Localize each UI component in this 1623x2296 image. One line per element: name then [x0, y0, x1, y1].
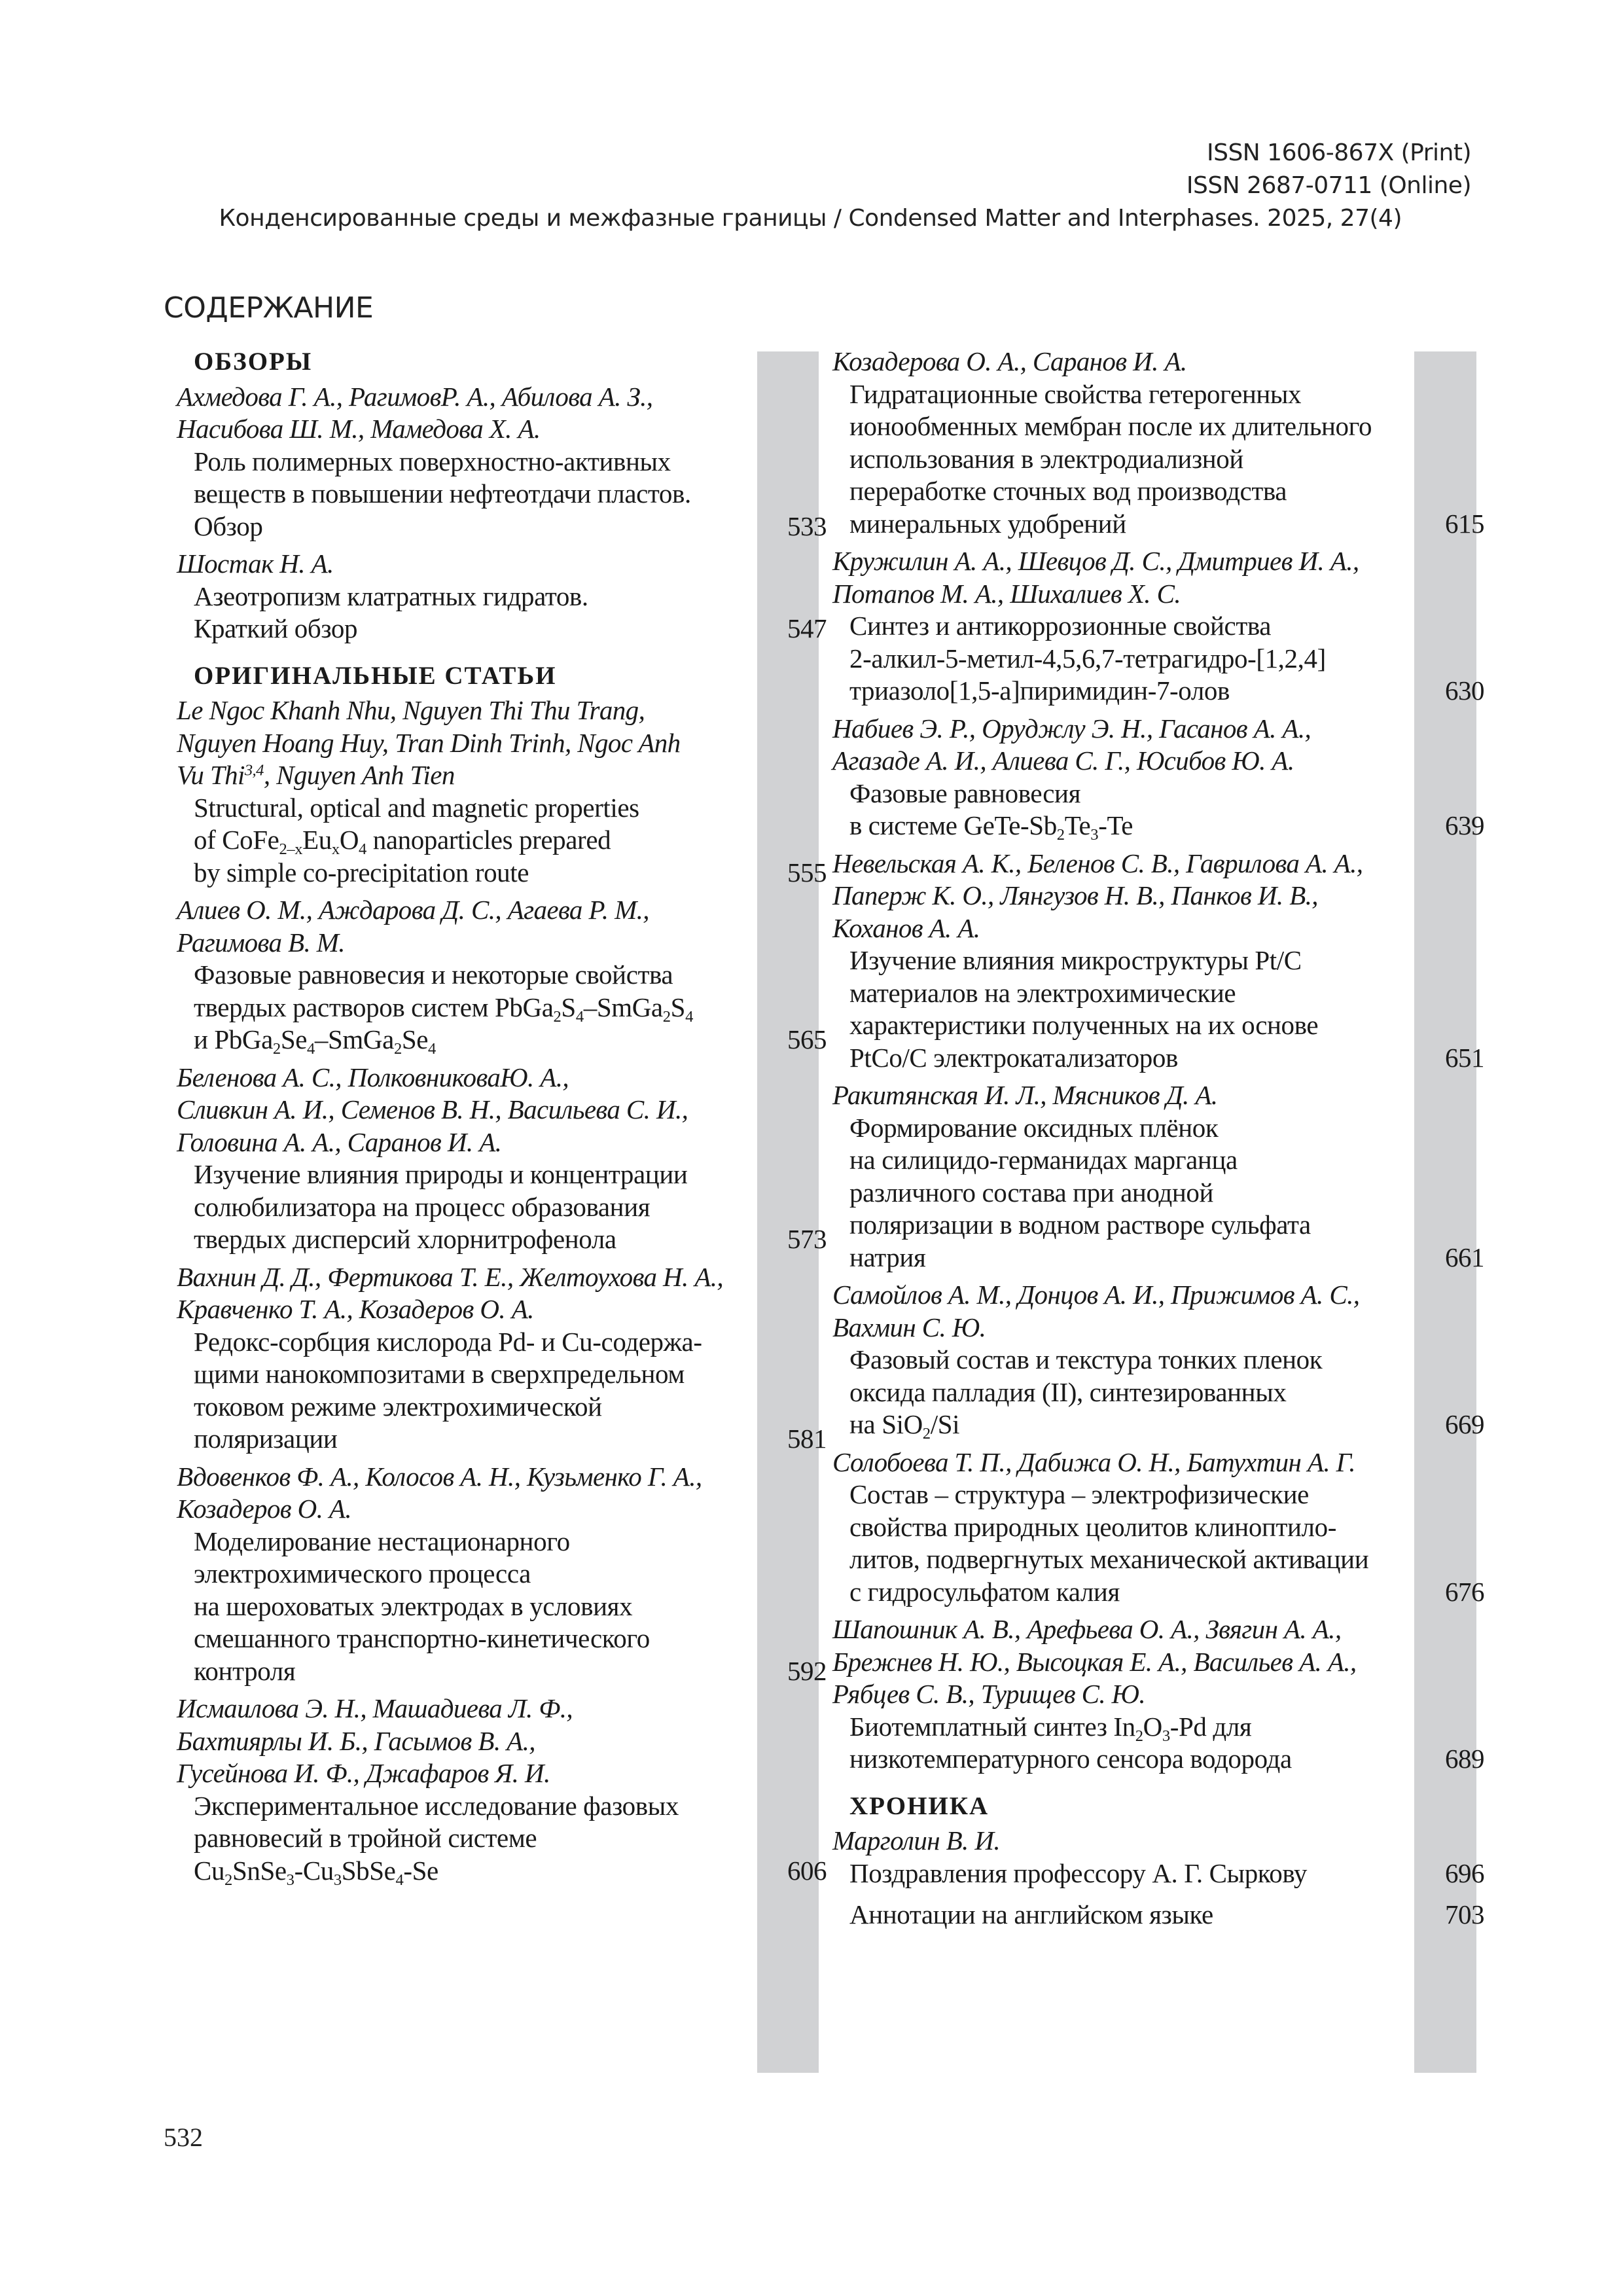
issn-print: ISSN 1606-867X (Print) [1206, 139, 1471, 166]
toc-entry[interactable] [832, 1279, 1484, 1443]
entry-title: Экспериментальное исследование фазовых [194, 1790, 679, 1821]
entry-page-number[interactable]: 581 [787, 1424, 827, 1454]
toc-entry[interactable] [832, 1825, 1484, 1890]
entry-page-number[interactable]: 547 [787, 613, 827, 643]
entry-title: Роль полимерных поверхностно-активных [194, 446, 671, 476]
entry-authors: Алиев О. М., Аждарова Д. С., Агаева Р. М., [177, 895, 649, 925]
entry-page-number[interactable]: 689 [1445, 1744, 1484, 1774]
entry-title: свойства природных цеолитов клиноптило- [849, 1511, 1336, 1542]
entry-authors: Исмаилова Э. Н., Машадиева Л. Ф., [177, 1693, 573, 1723]
entry-title: в системе GeTe-$Sb_2Te_3-Te$ [849, 810, 1133, 844]
entry-title: использования в электродиализной [849, 443, 1243, 474]
entry-authors: Головина А. А., Саранов И. А. [177, 1126, 502, 1157]
entry-title: Обзор [194, 511, 263, 541]
entry-authors: Насибова Ш. М., Мамедова Х. А. [177, 414, 541, 444]
toc-entry[interactable] [832, 1079, 1484, 1274]
entry-title: поляризации [194, 1424, 338, 1454]
entry-title: Изучение влияния природы и концентрации [194, 1159, 688, 1189]
issn-online: ISSN 2687-0711 (Online) [1186, 172, 1471, 199]
entry-authors: Вахмин С. Ю. [832, 1312, 986, 1342]
entry-authors: Паперж К. О., Лянгузов Н. В., Панков И. В., [832, 880, 1318, 910]
entry-title: Краткий обзор [194, 613, 358, 643]
toc-entry[interactable] [177, 1261, 827, 1456]
entry-title: на SiO$_2$/Si [849, 1409, 960, 1443]
entry-authors: Шостак Н. А. [177, 548, 334, 579]
entry-title: минеральных удобрений [849, 508, 1126, 539]
journal-running-head: Конденсированные среды и межфазные границы / Condensed Matter and Interphases. 2025, 27(4) [219, 205, 1402, 232]
entry-authors: Ракитянская И. Л., Мясников Д. А. [832, 1080, 1218, 1110]
entry-title: и $PbGa_2Se_4-SmGa_2Se_4$ [194, 1024, 436, 1058]
toc-left-column [177, 346, 827, 1892]
toc-entry[interactable] [177, 548, 827, 645]
entry-title: на силицидо-германидах марганца [849, 1145, 1238, 1175]
entry-title: контроля [194, 1655, 296, 1686]
entry-title: характеристики полученных на их основе [849, 1010, 1319, 1040]
entry-title: различного состава при анодной [849, 1177, 1214, 1208]
entry-authors: Набиев Э. Р., Оруджлу Э. Н., Гасанов А. А., [832, 713, 1311, 744]
entry-title: переработке сточных вод производства [849, 476, 1287, 506]
toc-right-column [832, 346, 1484, 1937]
entry-authors: Беленова А. С., ПолковниковаЮ. А., [177, 1062, 569, 1092]
toc-entry[interactable] [832, 848, 1484, 1075]
entry-title: твердых дисперсий хлорнитрофенола [194, 1224, 616, 1254]
entry-authors: Nguyen Hoang Huy, Tran Dinh Trinh, Ngoc Anh [177, 727, 681, 758]
entry-title: низкотемпературного сенсора водорода [849, 1744, 1292, 1774]
entry-page-number[interactable]: 703 [1445, 1899, 1484, 1929]
entry-title: оксида палладия (II), синтезированных [849, 1376, 1287, 1407]
entry-title: Изучение влияния микроструктуры Pt/C [849, 945, 1302, 975]
entry-authors: Рагимова В. М. [177, 927, 345, 958]
toc-entry[interactable] [177, 694, 827, 889]
entry-title: Биотемплатный синтез $In_2O_3-Pd$ для [849, 1711, 1252, 1745]
entry-title: на шероховатых электродах в условиях [194, 1590, 633, 1621]
entry-title: солюбилизатора на процесс образования [194, 1191, 651, 1222]
entry-page-number[interactable]: 555 [787, 857, 827, 888]
entry-authors: Потапов М. А., Шихалиев Х. С. [832, 578, 1181, 609]
toc-entry[interactable] [832, 545, 1484, 708]
entry-authors: Вахнин Д. Д., Фертикова Т. Е., Желтоухова Н. А., [177, 1261, 724, 1292]
entry-page-number[interactable]: 630 [1445, 675, 1484, 706]
entry-page-number[interactable]: 696 [1445, 1857, 1484, 1888]
entry-title: электрохимического процесса [194, 1558, 531, 1588]
toc-entry[interactable] [177, 894, 827, 1058]
entry-authors: Le Ngoc Khanh Nhu, Nguyen Thi Thu Trang, [177, 695, 645, 725]
entry-authors: Брежнев Н. Ю., Высоцкая Е. А., Васильев А. А., [832, 1646, 1357, 1677]
entry-page-number[interactable]: 669 [1445, 1409, 1484, 1439]
toc-entry[interactable] [177, 1461, 827, 1688]
entry-title: твердых растворов систем $PbGa_2S_4-SmGa_2S_4$ [194, 992, 693, 1026]
entry-page-number[interactable]: 639 [1445, 810, 1484, 840]
entry-authors: Vu Thi$^{3,4}$, Nguyen Anh Tien [177, 760, 455, 790]
toc-entry[interactable] [177, 1062, 827, 1256]
entry-authors: Коханов А. А. [832, 912, 980, 943]
entry-authors: Козадеров О. А. [177, 1494, 352, 1524]
entry-page-number[interactable]: 676 [1445, 1576, 1484, 1607]
section-heading: ОБЗОРЫ [194, 348, 313, 376]
entry-page-number[interactable]: 573 [787, 1224, 827, 1254]
entry-title: Аннотации на английском языке [849, 1899, 1213, 1929]
entry-title: Structural, optical and magnetic properties [194, 792, 639, 823]
entry-title: литов, подвергнутых механической активации [849, 1544, 1369, 1574]
entry-title: 2-алкил-5-метил-4,5,6,7-тетрагидро-[1,2,4] [849, 643, 1326, 673]
entry-authors: Солобоева Т. П., Дабижа О. Н., Батухтин А. Г. [832, 1446, 1355, 1477]
entry-title: Синтез и антикоррозионные свойства [849, 611, 1272, 641]
entry-authors: Кружилин А. А., Шевцов Д. С., Дмитриев И. А., [832, 546, 1359, 576]
entry-title: триазоло[1,5-a]пиримидин-7-олов [849, 675, 1230, 706]
entry-title: с гидросульфатом калия [849, 1576, 1120, 1607]
entry-authors: Марголин В. И. [832, 1825, 1001, 1856]
entry-title: поляризации в водном растворе сульфата [849, 1210, 1311, 1240]
entry-authors: Козадерова О. А., Саранов И. А. [832, 346, 1187, 376]
toc-title: СОДЕРЖАНИЕ [164, 291, 374, 325]
entry-title: by simple co-precipitation route [194, 857, 529, 888]
toc-entry[interactable] [832, 346, 1484, 540]
entry-title: PtCo/C электрокатализаторов [849, 1042, 1178, 1073]
entry-authors: Кравченко Т. А., Козадеров О. А. [177, 1294, 534, 1324]
entry-page-number[interactable]: 592 [787, 1655, 827, 1686]
toc-entry[interactable] [832, 713, 1484, 844]
entry-title: Фазовые равновесия и некоторые свойства [194, 960, 673, 990]
entry-title: Азеотропизм клатратных гидратов. [194, 581, 588, 611]
entry-authors: Рябцев С. В., Турищев С. Ю. [832, 1679, 1146, 1709]
toc-entry[interactable] [832, 1446, 1484, 1609]
entry-title: ионообменных мембран после их длительного [849, 411, 1372, 441]
entry-page-number[interactable]: 565 [787, 1024, 827, 1054]
entry-title: Формирование оксидных плёнок [849, 1112, 1219, 1143]
entry-title: Гидратационные свойства гетерогенных [849, 378, 1302, 409]
entry-title: of $CoFe_{2-x}Eu_xO_4$ nanoparticles prepared [194, 825, 611, 858]
entry-page-number[interactable]: 533 [787, 511, 827, 541]
entry-authors: Сливкин А. И., Семенов В. Н., Васильева С. И., [177, 1094, 688, 1124]
entry-title: Редокс-сорбция кислорода Pd- и Cu-содержа- [194, 1326, 702, 1357]
entry-authors: Шапошник А. В., Арефьева О. А., Звягин А. А., [832, 1614, 1342, 1644]
entry-authors: Агазаде А. И., Алиева С. Г., Юсибов Ю. А. [832, 745, 1294, 776]
toc-entry[interactable] [832, 1899, 1484, 1931]
entry-authors: Бахтиярлы И. Б., Гасымов В. А., [177, 1725, 535, 1756]
entry-title: равновесий в тройной системе [194, 1823, 537, 1853]
entry-page-number[interactable]: 615 [1445, 508, 1484, 539]
entry-authors: Невельская А. К., Беленов С. В., Гаврилова А. А., [832, 848, 1363, 878]
folio-page-number: 532 [164, 2123, 203, 2152]
entry-title: веществ в повышении нефтеотдачи пластов. [194, 478, 691, 509]
entry-page-number[interactable]: 661 [1445, 1242, 1484, 1272]
section-heading: ХРОНИКА [849, 1791, 990, 1820]
entry-authors: Вдовенков Ф. А., Колосов А. Н., Кузьменко Г. А., [177, 1461, 702, 1492]
entry-title: смешанного транспортно-кинетического [194, 1623, 650, 1653]
entry-title: $Cu_2SnSe_3-Cu_3SbSe_4-Se$ [194, 1855, 438, 1889]
toc-entry[interactable] [177, 381, 827, 543]
entry-title: токовом режиме электрохимической [194, 1391, 602, 1422]
entry-authors: Самойлов А. М., Донцов А. И., Прижимов А. С., [832, 1280, 1360, 1310]
toc-entry[interactable] [177, 1693, 827, 1889]
entry-page-number[interactable]: 606 [787, 1855, 827, 1886]
entry-title: Моделирование нестационарного [194, 1526, 570, 1556]
section-heading: ОРИГИНАЛЬНЫЕ СТАТЬИ [194, 661, 557, 690]
toc-entry[interactable] [832, 1613, 1484, 1776]
entry-title: материалов на электрохимические [849, 977, 1236, 1008]
entry-title: Фазовый состав и текстура тонких пленок [849, 1344, 1323, 1374]
entry-authors: Ахмедова Г. А., РагимовР. А., Абилова А. З., [177, 381, 653, 412]
entry-authors: Гусейнова И. Ф., Джафаров Я. И. [177, 1758, 550, 1788]
entry-title: Фазовые равновесия [849, 778, 1081, 808]
entry-title: Поздравления профессору А. Г. Сыркову [849, 1857, 1307, 1888]
entry-title: щими нанокомпозитами в сверхпредельном [194, 1359, 685, 1389]
entry-title: Состав – структура – электрофизические [849, 1479, 1309, 1509]
entry-page-number[interactable]: 651 [1445, 1042, 1484, 1073]
entry-title: натрия [849, 1242, 926, 1272]
